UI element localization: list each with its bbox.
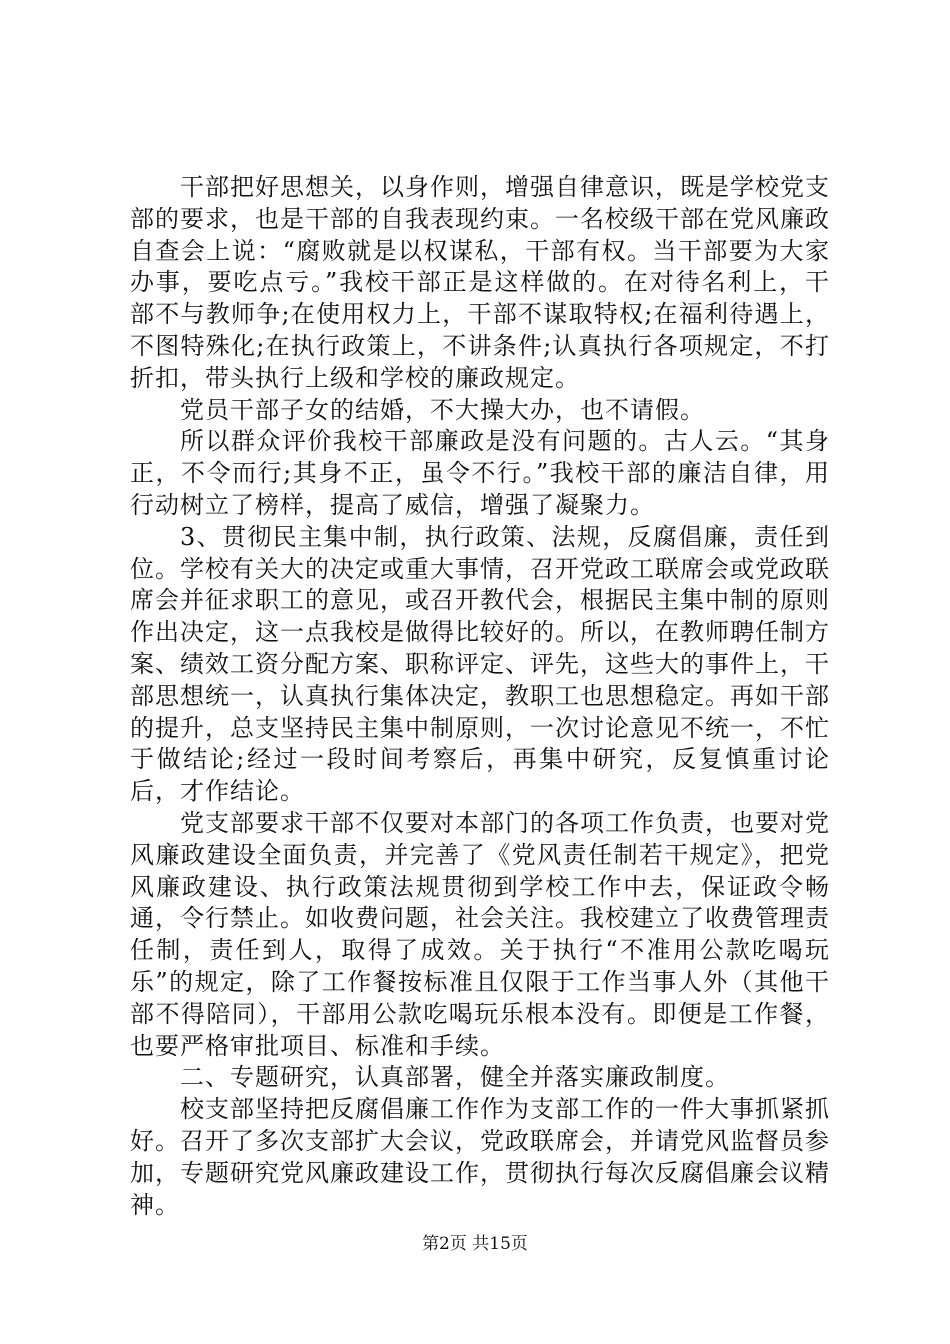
paragraph-3: 所以群众评价我校干部廉政是没有问题的。古人云。“其身正，不令而行;其身不正，虽令不行。”我校干部的廉洁自律，用行动树立了榜样，提高了威信，增强了凝聚力。 bbox=[130, 427, 830, 519]
paragraph-7: 校支部坚持把反腐倡廉工作作为支部工作的一件大事抓紧抓好。召开了多次支部扩大会议，党政联席会，并请党风监督员参加，专题研究党风廉政建设工作，贯彻执行每次反腐倡廉会议精神。 bbox=[130, 1095, 830, 1219]
page-footer: 第2页 共15页 bbox=[422, 1234, 528, 1254]
paragraph-4: 3、贯彻民主集中制，执行政策、法规，反腐倡廉，责任到位。学校有关大的决定或重大事情，召开党政工联席会或党政联席会并征求职工的意见，或召开教代会，根据民主集中制的原则作出决定，这一点我校是做得比较好的。所以，在教师聘任制方案、绩效工资分配方案、职称评定、评先，这些大的事件上，干部思想统一，认真执行集体决定，教职工也思想稳定。再如干部的提升，总支坚持民主集中制原则，一次讨论意见不统一，不忙于做结论;经过一段时间考察后，再集中研究，反复慎重讨论后，才作结论。 bbox=[130, 522, 830, 806]
paragraph-2: 党员干部子女的结婚，不大操大办，也不请假。 bbox=[180, 395, 705, 424]
section-heading: 二、专题研究，认真部署，健全并落实廉政制度。 bbox=[180, 1063, 730, 1092]
paragraph-5: 党支部要求干部不仅要对本部门的各项工作负责，也要对党风廉政建设全面负责，并完善了《党风责任制若干规定》，把党风廉政建设、执行政策法规贯彻到学校工作中去，保证政令畅通，令行禁止。如收费问题，社会关注。我校建立了收费管理责任制，责任到人，取得了成效。关于执行“不准用公款吃喝玩乐”的规定，除了工作餐按标准且仅限于工作当事人外（其他干部不得陪同），干部用公款吃喝玩乐根本没有。即便是工作餐，也要严格审批项目、标准和手续。 bbox=[130, 808, 830, 1060]
document-body bbox=[130, 172, 830, 1221]
paragraph-1: 干部把好思想关，以身作则，增强自律意识，既是学校党支部的要求，也是干部的自我表现约束。一名校级干部在党风廉政自查会上说：“腐败就是以权谋私，干部有权。当干部要为大家办事，要吃点亏。”我校干部正是这样做的。在对待名利上，干部不与教师争;在使用权力上，干部不谋取特权;在福利待遇上，不图特殊化;在执行政策上，不讲条件;认真执行各项规定，不打折扣，带头执行上级和学校的廉政规定。 bbox=[130, 173, 830, 392]
